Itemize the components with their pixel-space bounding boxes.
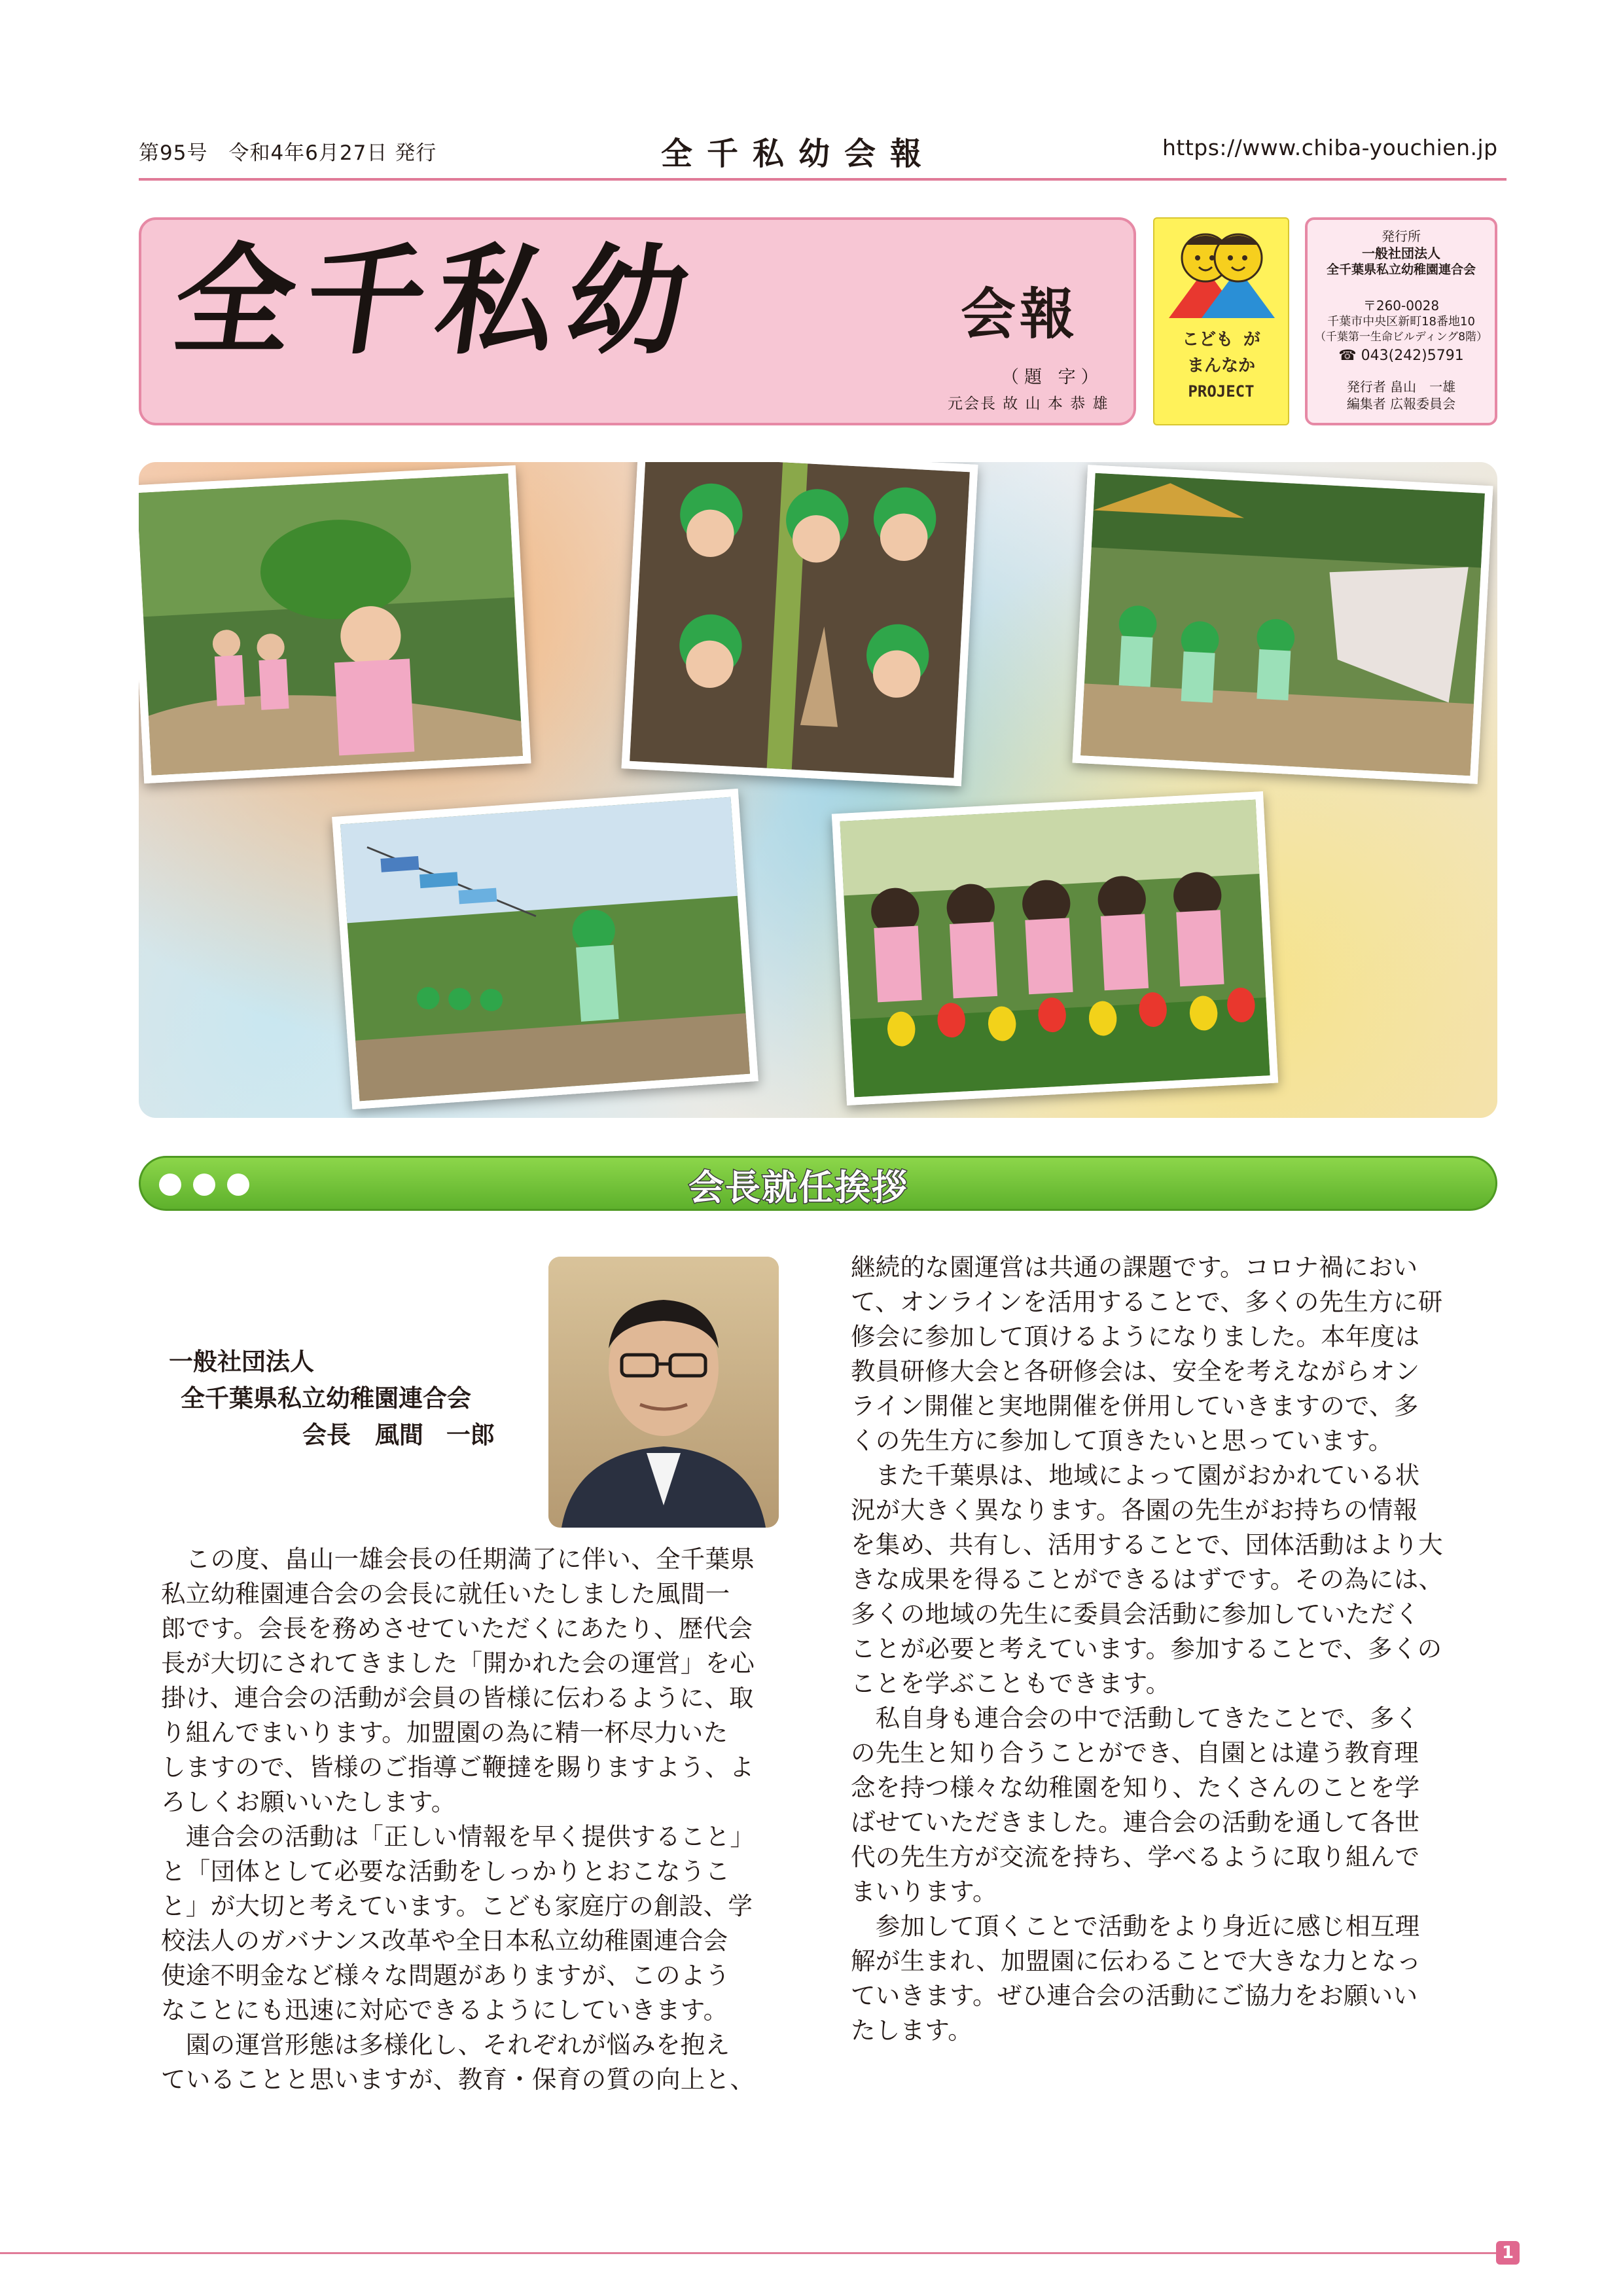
body-column-right: [851, 1250, 1499, 2048]
body-line: 私立幼稚園連合会の会長に就任いたしました風間一: [161, 1579, 730, 1608]
body-line: 修会に参加して頂けるようになりました。本年度は: [851, 1322, 1420, 1351]
body-line: て、オンラインを活用することで、多くの先生方に研: [851, 1287, 1443, 1316]
body-line: ことが必要と考えています。参加することで、多くの: [851, 1634, 1442, 1663]
photo-bamboo-shoots: [621, 462, 978, 786]
author-org-name: 全千葉県私立幼稚園連合会: [181, 1384, 471, 1412]
section-title: 会長就任挨拶: [688, 1167, 908, 1208]
body-line: 解が生まれ、加盟園に伝わることで大きな力となっ: [851, 1946, 1421, 1975]
bullet-dot: [193, 1174, 215, 1196]
photo-collage: [139, 462, 1497, 1118]
body-line: 連合会の活動は「正しい情報を早く提供すること」: [161, 1822, 755, 1851]
body-line: ていきます。ぜひ連合会の活動にご協力をお願いい: [851, 1981, 1418, 2010]
body-line: 代の先生方が交流を持ち、学べるように取り組んで: [851, 1842, 1420, 1871]
body-line: の先生と知り合うことができ、自園とは違う教育理: [851, 1738, 1419, 1767]
body-line: 使途不明金など様々な問題がありますが、このよう: [161, 1961, 730, 1990]
body-line: 多くの地域の先生に委員会活動に参加していただく: [851, 1600, 1420, 1628]
author-role-name: 会長 風間 一郎: [302, 1421, 495, 1449]
publisher-org-type: 一般社団法人: [1362, 245, 1440, 261]
logo-line-3: PROJECT: [1188, 382, 1255, 401]
body-line: ていることと思いますが、教育・保育の質の向上と、: [161, 2065, 755, 2094]
body-line: り組んでまいります。加盟園の為に精一杯尽力いた: [161, 1718, 728, 1747]
body-line: くの先生方に参加して頂きたいと思っています。: [851, 1426, 1393, 1455]
body-line: ばせていただきました。連合会の活動を通して各世: [851, 1808, 1420, 1837]
body-line: を集め、共有し、活用することで、団体活動はより大: [851, 1530, 1443, 1559]
kodomo-mannaka-project-logo: [1153, 217, 1289, 425]
calligraphy-note: （題 字）: [1001, 367, 1104, 387]
body-line: 園の運営形態は多様化し、それぞれが悩みを抱え: [161, 2030, 730, 2059]
photo-koinobori-parade: [332, 789, 758, 1109]
body-line: 況が大きく異なります。各園の先生がお持ちの情報: [851, 1496, 1418, 1524]
body-line: 継続的な園運営は共通の課題です。コロナ禍におい: [851, 1253, 1418, 1282]
body-line: なことにも迅速に対応できるようにしていきます。: [161, 1996, 728, 2024]
website-url[interactable]: https://www.chiba-youchien.jp: [1162, 135, 1498, 160]
body-line: きな成果を得ることができるはずです。その為には、: [851, 1565, 1444, 1594]
author-portrait: [548, 1257, 779, 1528]
body-line: と「団体として必要な活動をしっかりとおこなうこ: [161, 1857, 730, 1886]
publisher-org-name: 全千葉県私立幼稚園連合会: [1326, 262, 1476, 277]
publisher-postal: 〒260-0028: [1363, 298, 1440, 314]
logo-line-2: まんなか: [1186, 356, 1255, 376]
bullet-dot: [227, 1174, 249, 1196]
body-line: 参加して頂くことで活動をより身近に感じ相互理: [851, 1912, 1420, 1941]
page-number: 1: [1496, 2241, 1520, 2265]
body-line: 掛け、連合会の活動が会員の皆様に伝わるように、取: [161, 1683, 754, 1712]
body-line: 郎です。会長を務めさせていただくにあたり、歴代会: [161, 1614, 753, 1643]
photo-children-forest-walk: [139, 465, 531, 783]
body-line: たします。: [851, 2016, 972, 2045]
publisher-name: 発行者 畠山 一雄: [1346, 379, 1456, 395]
body-line: 教員研修大会と各研修会は、安全を考えながらオン: [851, 1357, 1420, 1386]
publisher-label: 発行所: [1382, 228, 1421, 244]
body-line: と」が大切と考えています。こども家庭庁の創設、学: [161, 1892, 753, 1920]
masthead-subtitle: 会報: [961, 282, 1079, 346]
footer-divider: [0, 2252, 1499, 2254]
logo-line-1: こども が: [1182, 330, 1260, 350]
body-line: 校法人のガバナンス改革や全日本私立幼稚園連合会: [161, 1926, 728, 1955]
body-line: 念を持つ様々な幼稚園を知り、たくさんのことを学: [851, 1773, 1420, 1802]
editor-name: 編集者 広報委員会: [1346, 396, 1456, 412]
body-column-left: [161, 1542, 783, 2097]
body-line: この度、畠山一雄会長の任期満了に伴い、全千葉県: [161, 1545, 755, 1573]
body-line: ことを学ぶこともできます。: [851, 1669, 1171, 1698]
body-line: 私自身も連合会の中で活動してきたことで、多く: [851, 1704, 1419, 1732]
publisher-phone: ☎ 043(242)5791: [1338, 348, 1464, 364]
body-line: しますので、皆様のご指導ご鞭撻を賜りますよう、よ: [161, 1753, 755, 1782]
photo-children-tulips: [832, 791, 1278, 1105]
header-divider: [139, 178, 1507, 181]
masthead-title: 全千私幼: [165, 230, 709, 370]
newsletter-name: 全千私幼会報: [661, 135, 936, 172]
publisher-box: [1305, 217, 1497, 425]
photo-children-playing-yard: [1072, 465, 1493, 784]
issue-info: 第95号 令和4年6月27日 発行: [139, 141, 437, 165]
body-line: ライン開催と実地開催を併用していきますので、多: [851, 1391, 1419, 1420]
author-org-type: 一般社団法人: [169, 1348, 314, 1376]
children-illustration-icon: [1154, 223, 1288, 321]
body-line: また千葉県は、地域によって園がおかれている状: [851, 1461, 1420, 1490]
calligrapher-credit: 元会長 故 山 本 恭 雄: [948, 395, 1109, 412]
publisher-address: 千葉市中央区新町18番地10: [1327, 315, 1475, 329]
bullet-dot: [159, 1174, 181, 1196]
publisher-building: （千葉第一生命ビルディング8階）: [1314, 331, 1488, 344]
body-line: 長が大切にされてきました「開かれた会の運営」を心: [161, 1649, 755, 1677]
body-line: まいります。: [851, 1877, 997, 1906]
body-line: ろしくお願いいたします。: [161, 1787, 456, 1816]
